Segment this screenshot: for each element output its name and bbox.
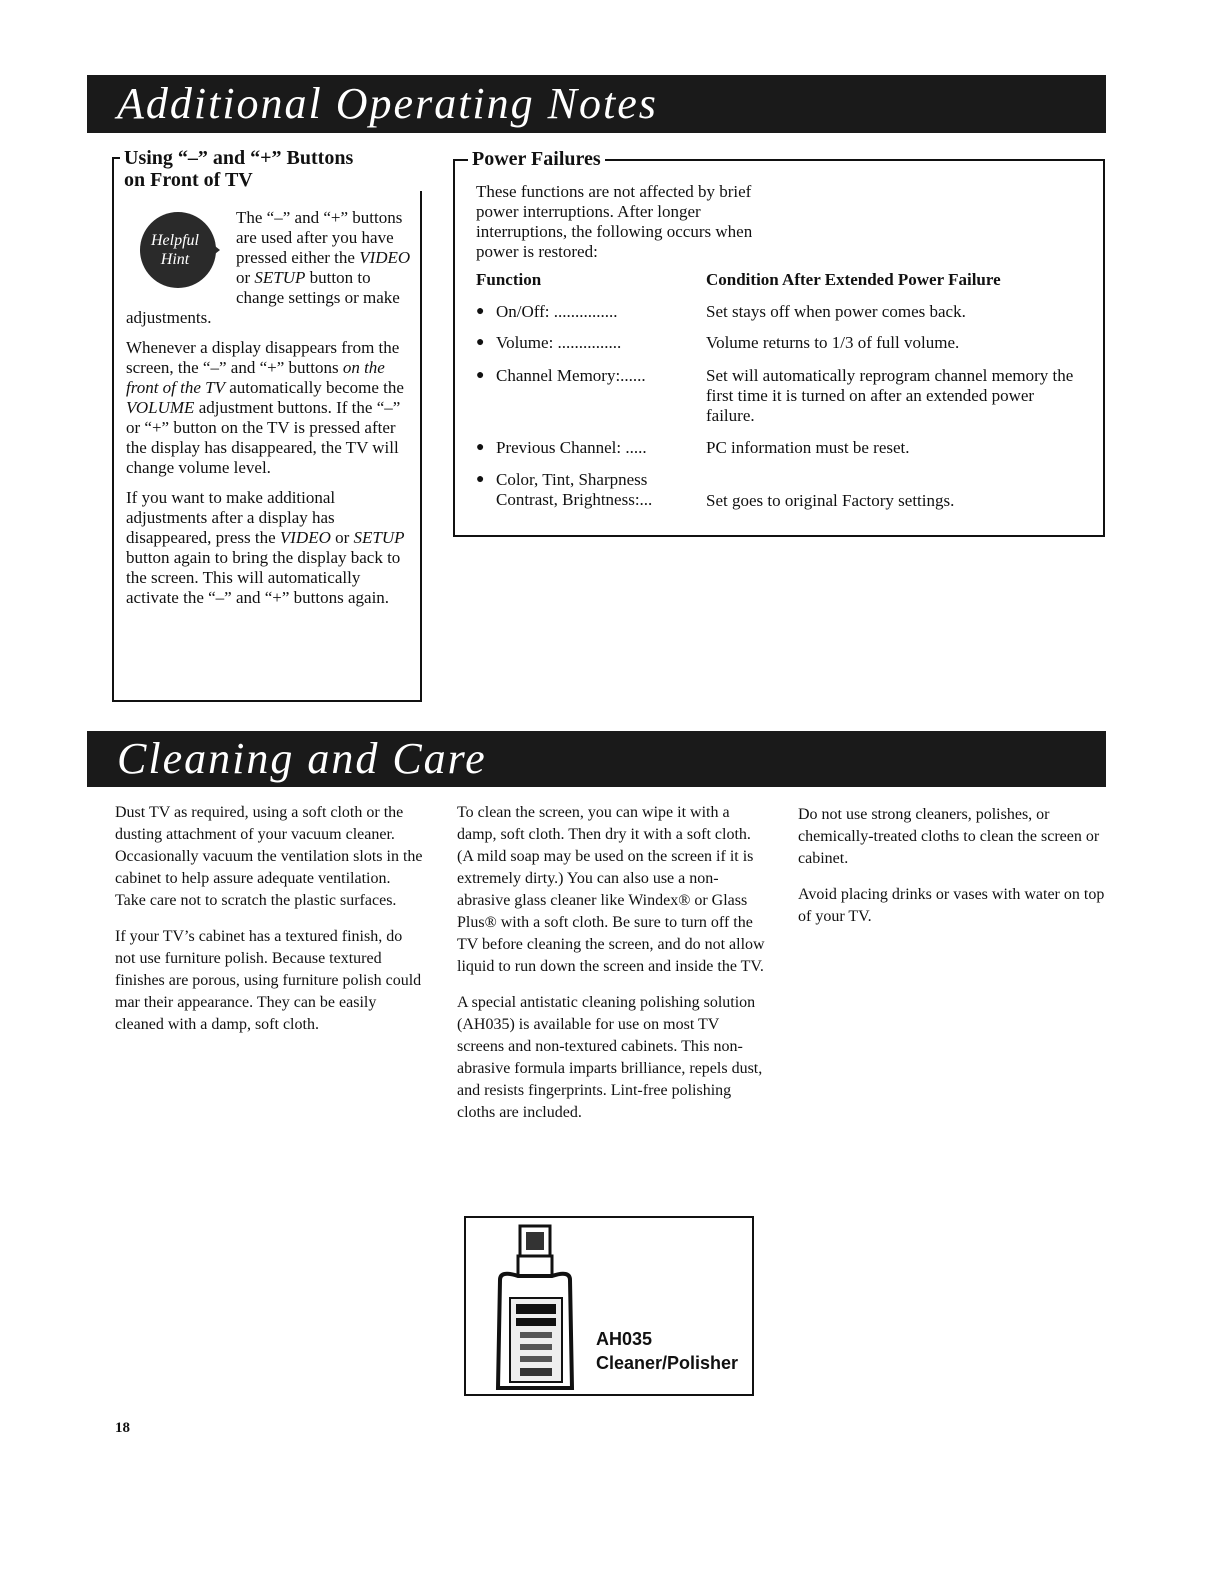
buttons-box-title-line1: Using “–” and “+” Buttons: [124, 147, 354, 169]
cleaning-column-1: [115, 802, 425, 1050]
hint-video-term: VIDEO: [359, 248, 411, 267]
cleaning-paragraph: A special antistatic cleaning polishing solution (AH035) is available for use on most TV screens and non-textured cabinets. This non-abrasive formula imparts brilliance, repels dust, and resists fingerprints. Lint-free polishing cloths are included.: [457, 994, 763, 1121]
para2-c: adjustment buttons. If the “–” or “+” button on the TV is pressed after the display has disappeared, the TV will change volume level.: [126, 398, 401, 477]
helpful-hint-label: Helpful Hint: [151, 232, 199, 268]
additional-adjustments-paragraph: [126, 488, 414, 608]
row-function: Color, Tint, Sharpness Contrast, Brightness:...: [496, 470, 653, 509]
cleaner-bottle-icon: [480, 1220, 590, 1396]
para3-video-term: VIDEO: [279, 528, 331, 547]
hint-text-part2: button to change settings or make adjustments.: [126, 268, 400, 327]
bullet-icon: ●: [476, 335, 485, 350]
power-table: [476, 270, 1091, 520]
buttons-box-title: [120, 147, 428, 191]
hint-or: or: [236, 268, 255, 287]
row-condition: Volume returns to 1/3 of full volume.: [706, 333, 960, 352]
col-header-function: Function: [476, 270, 542, 289]
hint-setup-term: SETUP: [254, 268, 306, 287]
section-title: Cleaning and Care: [117, 734, 487, 783]
hint-text-part1: The “–” and “+” buttons are used after you have pressed either the: [236, 208, 403, 267]
cleaning-paragraph: Avoid placing drinks or vases with water on top of your TV.: [798, 886, 1105, 925]
cleaning-paragraph: If your TV’s cabinet has a textured finish, do not use furniture polish. Because textured finishes are porous, using furniture polish could mar their appearance. They can be easily cleaned with a damp, soft cloth.: [115, 928, 422, 1033]
para3-setup-term: SETUP: [353, 528, 405, 547]
product-name: Cleaner/Polisher: [596, 1353, 739, 1373]
para2-volume-term: VOLUME: [126, 398, 195, 417]
product-model: AH035: [596, 1329, 653, 1349]
bullet-icon: ●: [476, 304, 485, 319]
row-condition: Set goes to original Factory settings.: [706, 491, 955, 510]
bullet-icon: ●: [476, 368, 485, 383]
row-condition: Set will automatically reprogram channel memory the first time it is turned on after an extended power failure.: [706, 366, 1074, 425]
para3-a: If you want to make additional adjustments after a display has disappeared, press the: [126, 488, 336, 547]
cleaning-column-2: [457, 802, 767, 1138]
para2-front-of-tv: on the front of the TV: [126, 358, 385, 397]
page-number: 18: [115, 1420, 130, 1436]
row-function: Channel Memory:......: [496, 366, 646, 385]
para3-or: or: [330, 528, 354, 547]
product-box: [464, 1216, 754, 1396]
row-condition: PC information must be reset.: [706, 438, 910, 457]
row-condition: Set stays off when power comes back.: [706, 302, 966, 321]
section-banner-cleaning: [87, 731, 1106, 787]
cleaning-paragraph: Do not use strong cleaners, polishes, or chemically-treated cloths to clean the screen or cabinet.: [798, 806, 1100, 867]
section-title: Additional Operating Notes: [117, 79, 658, 128]
power-intro: These functions are not affected by brief power interruptions. After longer interruptions, the following occurs when power is restored:: [476, 182, 753, 261]
row-function: Volume: ...............: [496, 333, 622, 352]
row-function: On/Off: ...............: [496, 302, 618, 321]
para2-a: Whenever a display disappears from the screen, the “–” and “+” buttons: [126, 338, 400, 377]
cleaning-column-3: [798, 804, 1108, 942]
bullet-icon: ●: [476, 440, 485, 455]
row-function: Previous Channel: .....: [496, 438, 647, 457]
cleaning-paragraph: To clean the screen, you can wipe it with a damp, soft cloth. Then dry it with a soft cloth. (A mild soap may be used on the screen if it is extremely dirty.) You can also use a non-abrasive glass cleaner like Windex® or Glass Plus® with a soft cloth. Be sure to turn off the TV before cleaning the screen, and do not allow liquid to run down the screen and inside the TV.: [457, 804, 765, 975]
cleaning-paragraph: Dust TV as required, using a soft cloth or the dusting attachment of your vacuum cleaner. Occasionally vacuum the ventilation slots in the cabinet to help assure adequate ventilation. Take care not to scratch the plastic surfaces.: [115, 804, 423, 909]
para2-b: automatically become the: [225, 378, 404, 397]
power-failures-title: Power Failures: [468, 148, 605, 170]
para3-b: button again to bring the display back to the screen. This will automatically activate the “–” and “+” buttons again.: [126, 548, 401, 607]
hint-paragraph: [126, 208, 414, 618]
section-banner-operating-notes: [87, 75, 1106, 133]
bullet-icon: ●: [476, 472, 485, 487]
col-header-condition: Condition After Extended Power Failure: [706, 270, 1001, 289]
display-disappears-paragraph: [126, 338, 414, 478]
buttons-box-title-line2: on Front of TV: [124, 169, 253, 191]
